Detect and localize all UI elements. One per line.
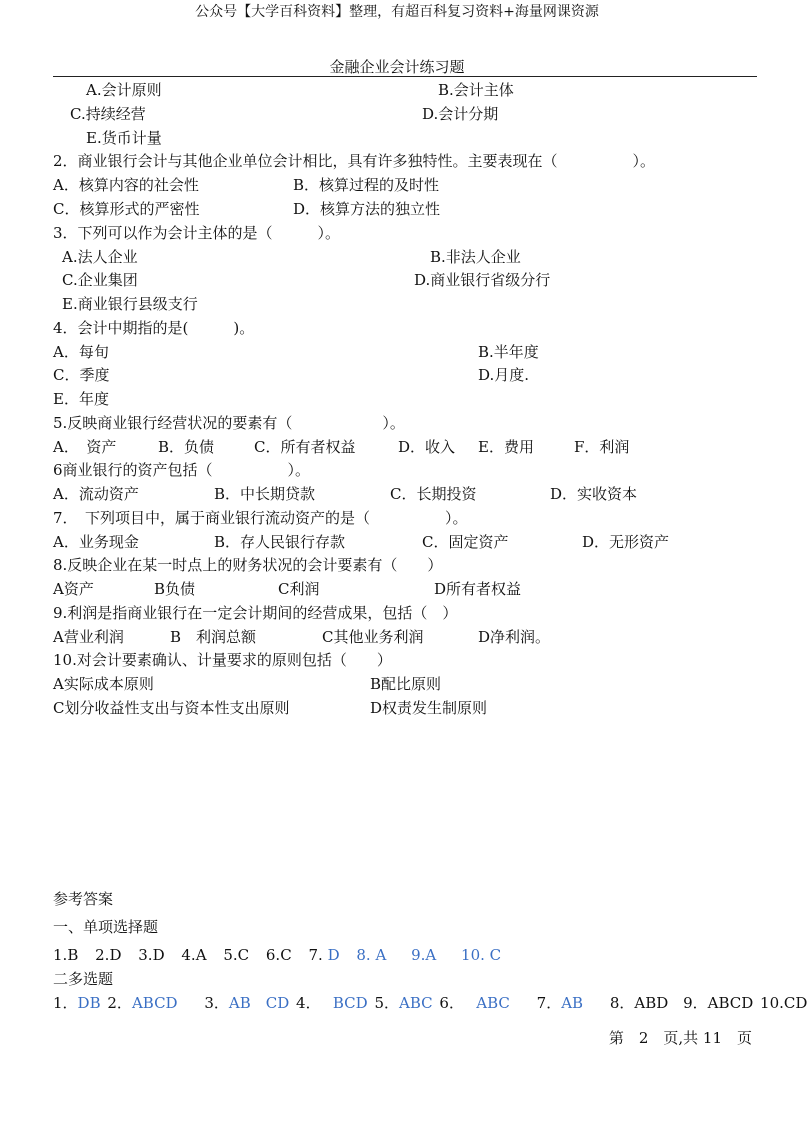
single-answer-5: 5.C [223, 946, 250, 964]
q2-stem: 2．商业银行会计与其他企业单位会计相比，具有许多独特性。主要表现在（ ）。 [53, 152, 656, 170]
q1-option-b: B.会计主体 [438, 81, 514, 99]
q6-option-d: D．实收资本 [550, 485, 638, 503]
q3-option-c: C.企业集团 [62, 271, 138, 289]
multi-answer-4: 4． BCD [296, 994, 368, 1012]
multi-answers-row [53, 993, 807, 1013]
q9-option-c: C其他业务利润 [322, 628, 424, 646]
q9-option-b: B 利润总额 [170, 628, 257, 646]
multi-answer-7: 7．AB [536, 994, 584, 1012]
multi-answer-2: 2．ABCD [107, 994, 178, 1012]
single-answer-4: 4.A [181, 946, 207, 964]
multi-answer-9: 9．ABCD [683, 994, 754, 1012]
q7-option-b: B．存人民银行存款 [214, 533, 346, 551]
q8-option-b: B负债 [154, 580, 196, 598]
q6-option-b: B．中长期贷款 [214, 485, 316, 503]
page-footer: 第 2 页,共 11 页 [608, 1029, 752, 1047]
multi-choice-title: 二多选题 [53, 970, 114, 988]
q4-option-d: D.月度. [478, 366, 530, 384]
q10-option-d: D权责发生制原则 [370, 699, 488, 717]
q5-option-d: D．收入 [398, 438, 456, 456]
q1-option-e: E.货币计量 [86, 129, 162, 147]
single-answer-2: 2.D [95, 946, 122, 964]
answers-heading: 参考答案 [53, 890, 114, 908]
q6-stem: 6商业银行的资产包括（ ）。 [53, 461, 311, 479]
single-answer-9: 9.A [411, 946, 437, 964]
single-answer-6: 6.C [265, 946, 292, 964]
q7-option-a: A．业务现金 [53, 533, 139, 551]
q10-option-b: B配比原则 [370, 675, 442, 693]
q3-option-e: E.商业银行县级支行 [62, 295, 198, 313]
single-answer-7: 7. D [308, 946, 340, 964]
q4-option-b: B.半年度 [478, 343, 539, 361]
multi-answer-1: 1．DB [53, 994, 101, 1012]
single-choice-title: 一、单项选择题 [53, 918, 159, 936]
q6-option-a: A．流动资产 [53, 485, 139, 503]
q1-option-c: C.持续经营 [70, 105, 146, 123]
q7-stem: 7． 下列项目中，属于商业银行流动资产的是（ ）。 [53, 509, 468, 527]
q2-option-d: D．核算方法的独立性 [293, 200, 441, 218]
single-answer-1: 1.B [53, 946, 79, 964]
q4-option-e: E．年度 [53, 390, 109, 408]
q8-option-a: A资产 [53, 580, 94, 598]
single-answer-3: 3.D [138, 946, 165, 964]
q8-option-c: C利润 [278, 580, 320, 598]
document-title: 金融企业会计练习题 [329, 58, 465, 76]
q3-option-b: B.非法人企业 [430, 248, 521, 266]
multi-answer-10: 10.CD [760, 994, 807, 1012]
single-answer-10: 10. C [461, 946, 502, 964]
q5-option-a: A． 资产 [53, 438, 117, 456]
multi-answer-5: 5．ABC [374, 994, 433, 1012]
header-divider [53, 76, 757, 77]
q2-option-c: C．核算形式的严密性 [53, 200, 200, 218]
q3-stem: 3．下列可以作为会计主体的是（ ）。 [53, 224, 341, 242]
q2-option-a: A．核算内容的社会性 [53, 176, 199, 194]
q10-option-c: C划分收益性支出与资本性支出原则 [53, 699, 290, 717]
multi-answer-6: 6． ABC [439, 994, 510, 1012]
q4-option-c: C．季度 [53, 366, 110, 384]
q2-option-b: B．核算过程的及时性 [293, 176, 440, 194]
q10-stem: 10.对会计要素确认、计量要求的原则包括（ ） [53, 651, 392, 669]
q8-stem: 8.反映企业在某一时点上的财务状况的会计要素有（ ） [53, 556, 443, 574]
q9-option-a: A营业利润 [53, 628, 124, 646]
q1-option-a: A.会计原则 [86, 81, 162, 99]
q5-option-b: B．负债 [158, 438, 215, 456]
watermark: 公众号【大学百科资料】整理，有超百科复习资料+海量网课资源 [195, 4, 599, 20]
q5-option-f: F．利润 [574, 438, 630, 456]
q7-option-d: D．无形资产 [582, 533, 670, 551]
q8-option-d: D所有者权益 [434, 580, 522, 598]
q10-option-a: A实际成本原则 [53, 675, 154, 693]
q3-option-d: D.商业银行省级分行 [414, 271, 551, 289]
q9-stem: 9.利润是指商业银行在一定会计期间的经营成果，包括（ ） [53, 604, 458, 622]
single-answer-8: 8. A [356, 946, 387, 964]
q5-option-c: C．所有者权益 [254, 438, 356, 456]
q6-option-c: C．长期投资 [390, 485, 477, 503]
multi-answer-8: 8．ABD [609, 994, 669, 1012]
q4-stem: 4．会计中期指的是( )。 [53, 319, 255, 337]
q7-option-c: C．固定资产 [422, 533, 509, 551]
q5-stem: 5.反映商业银行经营状况的要素有（ ）。 [53, 414, 405, 432]
q5-option-e: E．费用 [478, 438, 534, 456]
q1-option-d: D.会计分期 [422, 105, 499, 123]
single-answers-row [53, 945, 501, 965]
q4-option-a: A．每旬 [53, 343, 109, 361]
q9-option-d: D净利润。 [478, 628, 551, 646]
q3-option-a: A.法人企业 [62, 248, 138, 266]
multi-answer-3: 3．AB CD [204, 994, 290, 1012]
